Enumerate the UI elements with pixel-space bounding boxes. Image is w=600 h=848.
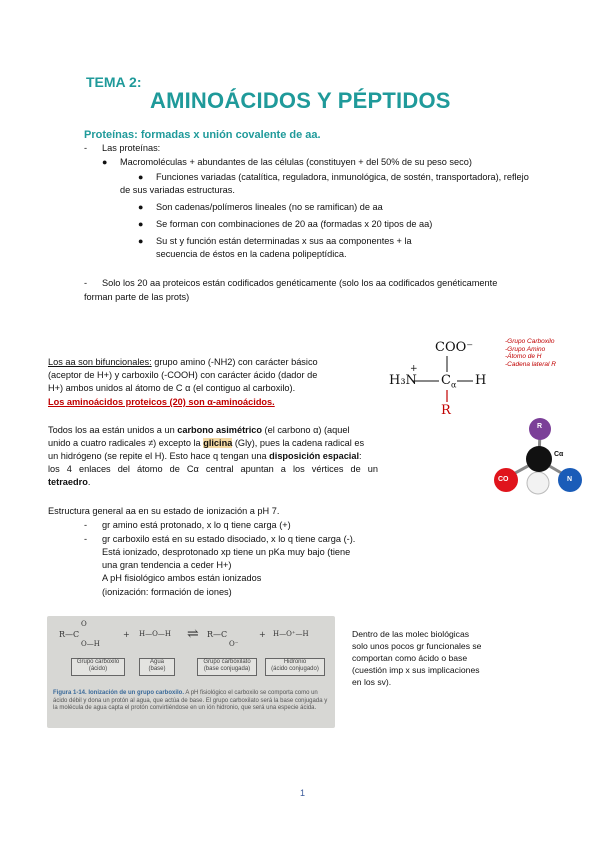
dash-bullet: - <box>84 520 88 530</box>
list-item-cont: (ionización: formación de iones) <box>102 587 232 597</box>
page-number: 1 <box>300 788 306 798</box>
dash-bullet: - <box>84 143 88 153</box>
carboxylate-formula: R—C <box>207 630 228 639</box>
dash-bullet: - <box>84 534 88 544</box>
page-title: AMINOÁCIDOS Y PÉPTIDOS <box>150 88 451 113</box>
para-line: los 4 enlaces del átomo de Cα central apuntan a los vértices de un <box>48 464 378 474</box>
carbon-symbol: C <box>441 373 451 388</box>
ball-n-label: N <box>567 476 573 483</box>
side-note-line: (cuestión imp x sus implicaciones <box>352 665 480 675</box>
carboxyl-formula: R—C <box>59 630 80 639</box>
para-line <box>48 356 318 369</box>
side-note-line: solo unos pocos gr funcionales se <box>352 641 482 651</box>
disposicion-espacial-term: disposición espacial <box>269 451 360 461</box>
para-line <box>48 437 364 450</box>
figure-caption <box>53 690 329 713</box>
tema-label: TEMA 2: <box>86 74 142 90</box>
list-item-cont: de sus variadas estructuras. <box>120 185 235 195</box>
alpha-carbon <box>441 373 456 390</box>
alpha-subscript: α <box>450 380 457 390</box>
side-note-line: comportan como ácido o base <box>352 653 468 663</box>
structure-legend <box>505 338 556 368</box>
glicina-term: glicina <box>203 438 233 448</box>
list-item-cont: secuencia de éstos en la cadena polipeptídica. <box>156 249 347 259</box>
carbono-asimetrico-term: carbono asimétrico <box>177 425 262 435</box>
list-item-cont: A pH fisiológico ambos están ionizados <box>102 573 262 583</box>
list-item: Funciones variadas (catalítica, reguladora, inmunológica, de sostén, transportadora), reflejo <box>156 172 529 182</box>
list-item-cont: una gran tendencia a ceder H+) <box>102 560 232 570</box>
ball-co-label: CO <box>498 476 509 483</box>
legend-item: -Grupo Carboxilo <box>505 338 555 345</box>
side-note-line: en los sv). <box>352 677 392 687</box>
section-subtitle: Proteínas: formadas x unión covalente de aa. <box>84 129 321 141</box>
para-text: : <box>359 451 362 461</box>
carboxylate-o: O⁻ <box>229 640 239 648</box>
ball-ca-label: Cα <box>554 451 564 458</box>
legend-item: -Cadena lateral R <box>505 360 556 368</box>
para-line <box>48 476 90 489</box>
para-line: (aceptor de H+) y carboxilo (-COOH) con carácter ácido (dador de <box>48 370 318 380</box>
bullet-dot: ● <box>138 172 144 182</box>
para-text: grupo amino (-NH2) con carácter básico <box>151 357 318 367</box>
para-line <box>48 424 350 437</box>
list-item-cont: forman parte de las prots) <box>84 292 190 302</box>
list-item: Se forman con combinaciones de 20 aa (formadas x 20 tipos de aa) <box>156 219 433 229</box>
side-note-line: Dentro de las molec biológicas <box>352 629 470 639</box>
list-item: Macromoléculas + abundantes de las células (constituyen + del 50% de su peso seco) <box>120 157 472 167</box>
list-item: Son cadenas/polímeros lineales (no se ramifican) de aa <box>156 202 383 212</box>
para-text: Todos los aa están unidos a un <box>48 425 178 435</box>
carboxyl-o: O <box>81 620 87 628</box>
legend-item: -Grupo Amino <box>505 345 546 353</box>
tetraedro-term: tetraedro <box>48 477 88 487</box>
list-item-cont: Está ionizado, desprotonado xp tiene un pKa muy bajo (tiene <box>102 547 351 557</box>
ball-r-label: R <box>537 423 543 430</box>
bullet-dot: ● <box>102 157 108 167</box>
plus-sign: + <box>259 630 266 639</box>
bifuncional-label: Los aa son bifuncionales: <box>48 357 152 367</box>
alpha-aminoacid-statement: Los aminoácidos proteicos (20) son α-aminoácidos. <box>48 397 275 407</box>
list-item: Su st y función están determinadas x sus aa componentes + la <box>156 236 412 246</box>
para-line: Estructura general aa en su estado de ionización a pH 7. <box>48 506 280 516</box>
tetrahedral-ball-model <box>484 412 594 504</box>
hydrogen-atom: H <box>475 373 487 388</box>
caption-text: A pH fisiológico el carboxilo se comporta como un ácido débil y dona un protón al agua, que actúa de base. El grupo carboxilato será la base conjugada y la molécula de agua capta el protón convirtiéndose en un ión hidronio, que será una especie ácida. <box>53 690 328 711</box>
side-note <box>352 628 481 688</box>
list-item: Solo los 20 aa proteicos están codificados genéticamente (solo los aa codificados genéticamente <box>102 278 498 288</box>
label-water: Agua (base) <box>139 658 175 676</box>
side-chain-r: R <box>441 403 451 418</box>
carboxyl-group: COO⁻ <box>435 340 474 355</box>
para-text: un hidrógeno (se repite el H). Esto hace q tengan una <box>48 451 270 461</box>
ionization-figure <box>47 616 335 728</box>
para-line <box>48 450 362 463</box>
bullet-dot: ● <box>138 202 144 212</box>
equilibrium-arrow: ⇌ <box>187 626 199 642</box>
list-item: gr carboxilo está en su estado disociado, x lo q tiene carga (-). <box>102 534 356 544</box>
carboxyl-oh: O—H <box>81 640 100 648</box>
bullet-dot: ● <box>138 236 144 246</box>
hydronium-formula: H—O⁺—H <box>273 630 309 638</box>
para-text: (el carbono α) (aquel <box>262 425 350 435</box>
bullet-dot: ● <box>138 219 144 229</box>
water-formula: H—O—H <box>139 630 171 638</box>
list-item: Las proteínas: <box>102 143 161 153</box>
label-carboxylate: Grupo carboxilato (base conjugada) <box>197 658 257 676</box>
dash-bullet: - <box>84 278 88 288</box>
para-text: . <box>87 477 91 487</box>
label-carboxyl: Grupo carboxilo (ácido) <box>71 658 125 676</box>
amino-group: H₃N <box>389 373 417 388</box>
list-item: gr amino está protonado, x lo q tiene carga (+) <box>102 520 291 530</box>
legend-item: -Átomo de H <box>505 353 542 360</box>
para-text: (Gly), pues la cadena radical es <box>232 438 365 448</box>
para-text: unido a cuatro radicales ≠) excepto la <box>48 438 204 448</box>
plus-sign: + <box>123 630 130 639</box>
plus-charge: + <box>410 364 418 374</box>
para-line: H+) ambos unidos al átomo de C α (el contiguo al carboxilo). <box>48 383 296 393</box>
label-hydronium: Hidronio (ácido conjugado) <box>265 658 325 676</box>
caption-title: Figura 1-14. Ionización de un grupo carboxilo. <box>53 690 185 696</box>
